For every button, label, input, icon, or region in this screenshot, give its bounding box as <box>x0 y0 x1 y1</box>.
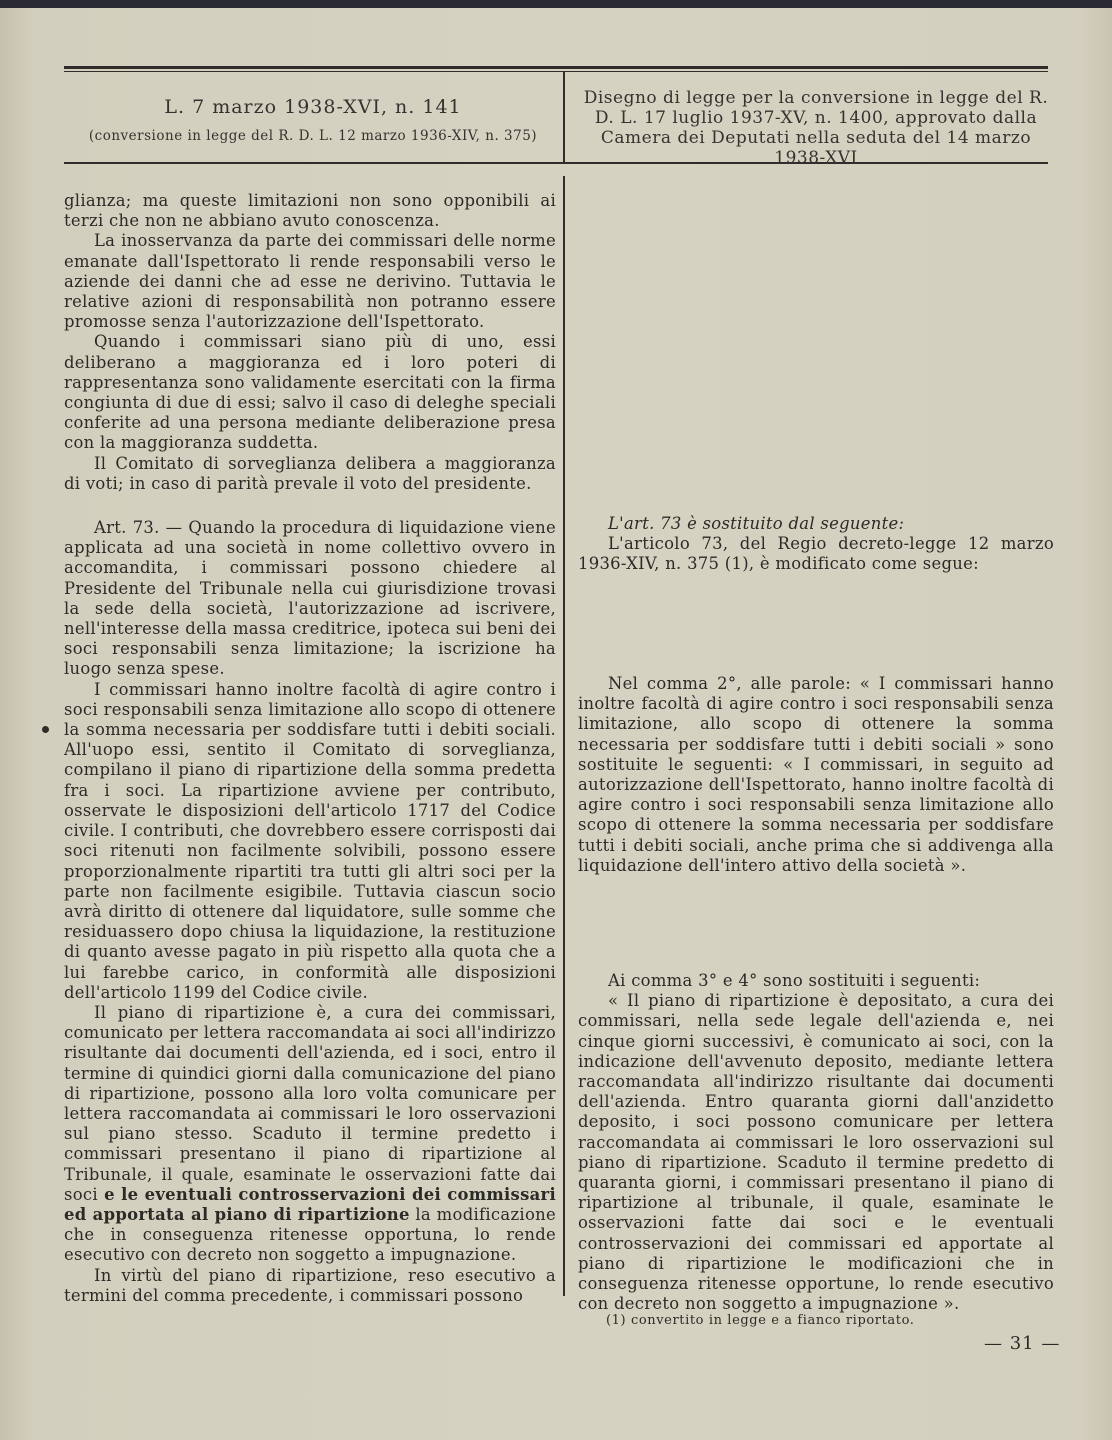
footnote: (1) convertito in legge e a fianco riportato. <box>606 1313 915 1328</box>
header-right <box>576 88 1056 168</box>
page-number: — 31 — <box>984 1333 1061 1354</box>
right-column-art73 <box>578 514 1054 575</box>
column-divider <box>563 176 565 1296</box>
header-left <box>64 96 562 144</box>
left-column <box>64 191 556 1306</box>
paragraph: Quando i commissari siano più di uno, essi deliberano a maggioranza ed i loro poteri di rappresentanza sono validamente esercitati con la firma congiunta di due di essi; salvo il caso di deleghe speciali conferite ad una persona mediante deliberazione presa con la maggioranza suddetta. <box>64 332 556 453</box>
right-column-comma2 <box>578 674 1054 876</box>
header-divider <box>563 72 565 162</box>
article-heading: L'art. 73 è sostituito dal seguente: <box>608 514 905 533</box>
right-column-comma34 <box>578 971 1054 1314</box>
paragraph: Nel comma 2°, alle parole: « I commissari hanno inoltre facoltà di agire contro i soci responsabili senza limitazione, allo scopo di ottenere la somma necessaria per soddisfare tutti i debiti sociali » sono sostituite le seguenti: « I commissari, in seguito ad autorizzazione dell'Ispettorato, hanno inoltre facoltà di agire contro i soci responsabili senza limitazione allo scopo di ottenere la somma necessaria per soddisfare tutti i debiti sociali, anche prima che si addivenga alla liquidazione dell'intero attivo della società ». <box>578 674 1054 875</box>
top-border <box>0 0 1112 8</box>
paragraph: La inosservanza da parte dei commissari delle norme emanate dall'Ispettorato li rende responsabili verso le aziende dei danni che ad esse ne derivino. Tuttavia le relative azioni di responsabilità non potranno essere promosse senza l'autorizzazione dell'Ispettorato. <box>64 231 556 332</box>
paragraph: glianza; ma queste limitazioni non sono opponibili ai terzi che non ne abbiano avuto conoscenza. <box>64 191 556 231</box>
article-73-paragraph: Art. 73. — Quando la procedura di liquidazione viene applicata ad una società in nome collettivo ovvero in accomandita, i commissari possono chiedere al Presidente del Tribunale nella cui giurisdizione trovasi la sede della società, l'autorizzazione ad iscrivere, nell'interesse della massa creditrice, ipoteca sui beni dei soci responsabili senza limitazione; la iscrizione ha luogo senza spese. <box>64 518 556 679</box>
header-left-title: L. 7 marzo 1938-XVI, n. 141 <box>164 96 462 118</box>
bold-text: e le eventuali controsservazioni dei commissari ed apportata al piano di ripartizione <box>64 1184 556 1224</box>
paragraph: I commissari hanno inoltre facoltà di agire contro i soci responsabili senza limitazione allo scopo di ottenere la somma necessaria per soddisfare tutti i debiti sociali. All'uopo essi, sentito il Comitato di sorveglianza, compilano il piano di ripartizione della somma predetta fra i soci. La ripartizione avviene per contributo, osservate le disposizioni dell'articolo 1717 del Codice civile. I contributi, che dovrebbero essere corrisposti dai soci ritenuti non facilmente solvibili, possono essere proporzionalmente ripartiti tra tutti gli altri soci per la parte non facilmente esigibile. Tuttavia ciascun socio avrà diritto di ottenere dal liquidatore, sulle somme che residuassero dopo chiusa la liquidazione, la restituzione di quanto avesse pagato in più rispetto alla quota che a lui farebbe carico, in conformità alle disposizioni dell'articolo 1199 del Codice civile. <box>64 679 556 1002</box>
paragraph <box>64 1003 556 1266</box>
paragraph-text: la modificazione che in conseguenza ritenesse opportuna, lo rende esecutivo con decreto non soggetto a impugnazione. <box>64 1204 556 1265</box>
header-left-subtitle: (conversione in legge del R. D. L. 12 marzo 1936-XIV, n. 375) <box>88 128 538 144</box>
margin-dot <box>42 726 49 733</box>
header-right-title: Disegno di legge per la conversione in legge del R. D. L. 17 luglio 1937-XV, n. 1400, approvato dalla Camera dei Deputati nella seduta del 14 marzo 1938-XVI <box>583 88 1049 168</box>
paragraph-text: Il piano di ripartizione è, a cura dei commissari, comunicato per lettera raccomandata ai soci all'indirizzo risultante dai documenti dell'azienda, ed i soci, entro il termine di quindici giorni dalla comunicazione del piano di ripartizione, possono alla loro volta comunicare per lettera raccomandata ai commissari le loro osservazioni sul piano stesso. Scaduto il termine predetto i commissari presentano il piano di ripartizione al Tribunale, il quale, esaminate le osservazioni fatte dai soci <box>64 1002 556 1204</box>
paragraph: « Il piano di ripartizione è depositato, a cura dei commissari, nella sede legale dell'azienda e, nei cinque giorni successivi, è comunicato ai soci, con la indicazione dell'avvenuto deposito, mediante lettera raccomandata all'indirizzo risultante dai documenti dell'azienda. Entro quaranta giorni dall'anzidetto deposito, i soci possono comunicare per lettera raccomandata ai commissari le loro osservazioni sul piano di ripartizione. Scaduto il termine predetto di quaranta giorni, i commissari presentano il piano di ripartizione al tribunale, il quale, esaminate le osservazioni fatte dai soci e le eventuali controsservazioni dei commissari ed apportate al piano di ripartizione le modificazioni che in conseguenza ritenesse opportune, lo rende esecutivo con decreto non soggetto a impugnazione ». <box>578 991 1054 1314</box>
paragraph: Il Comitato di sorveglianza delibera a maggioranza di voti; in caso di parità prevale il voto del presidente. <box>64 453 556 493</box>
header-top-rule <box>64 66 1048 69</box>
paragraph: Ai comma 3° e 4° sono sostituiti i seguenti: <box>608 971 981 990</box>
header-top-rule-thin <box>64 71 1048 72</box>
paragraph: L'articolo 73, del Regio decreto-legge 12 marzo 1936-XIV, n. 375 (1), è modificato come segue: <box>578 534 1054 574</box>
paragraph: In virtù del piano di ripartizione, reso esecutivo a termini del comma precedente, i commissari possono <box>64 1265 556 1305</box>
